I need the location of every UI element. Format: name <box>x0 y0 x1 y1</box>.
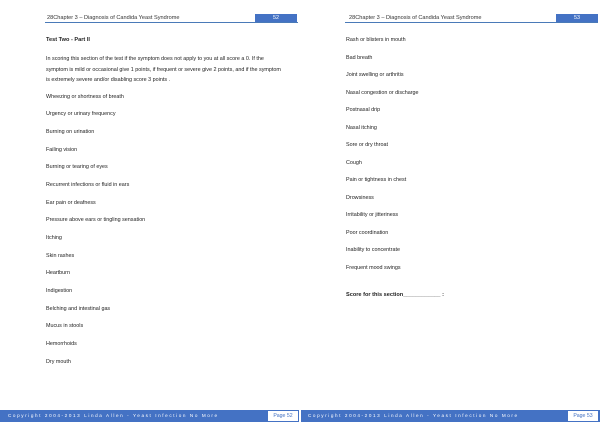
chapter-title: 28Chapter 3 – Diagnosis of Candida Yeast Syndrome <box>47 15 180 21</box>
symptom-item: Hemorrhoids <box>46 341 77 348</box>
symptom-list <box>346 36 586 281</box>
symptom-item: Drowsiness <box>346 194 374 201</box>
symptom-item: Recurrent infections or fluid in ears <box>46 181 130 188</box>
symptom-item: Frequent mood swings <box>346 264 401 271</box>
symptom-item: Burning on urination <box>46 128 95 135</box>
header-page-number: 52 <box>255 14 297 22</box>
symptom-item: Inability to concentrate <box>346 247 400 253</box>
symptom-item: Irritability or jitteriness <box>346 212 399 218</box>
section-score-label: Score for this section____________ : <box>346 292 444 298</box>
symptom-item: Failing vision <box>46 146 78 153</box>
footer-copyright: Copyright 2004-2013 Linda Allen - Yeast Infection No More <box>8 413 219 418</box>
header-rule <box>45 22 298 23</box>
chapter-title: 28Chapter 3 – Diagnosis of Candida Yeast Syndrome <box>349 15 482 21</box>
footer-page-number: Page 53 <box>568 411 598 421</box>
symptom-item: Mucus in stools <box>46 323 84 330</box>
symptom-item: Cough <box>346 159 362 166</box>
footer-copyright: Copyright 2004-2013 Linda Allen - Yeast Infection No More <box>308 413 519 418</box>
symptom-item: Indigestion <box>46 288 73 295</box>
symptom-item: Postnasal drip <box>346 107 381 113</box>
symptom-item: Wheezing or shortness of breath <box>46 93 124 100</box>
symptom-item: Dry mouth <box>46 358 71 365</box>
instructions-paragraph: In scoring this section of the test if the symptom does not apply to you at all score a 0. If the symptom is mild or occasional give 1 points, if frequent or severe give 2 points, and if the symptom is extremely severe and/or disabling score 3 points . <box>46 56 281 83</box>
page-header <box>0 14 300 24</box>
page-header <box>300 14 600 24</box>
symptom-item: Skin rashes <box>46 252 75 259</box>
right-page <box>300 0 600 424</box>
page-footer <box>0 410 300 422</box>
footer-page-number: Page 52 <box>268 411 298 421</box>
page-footer <box>300 410 600 422</box>
page-divider <box>299 410 301 422</box>
symptom-list <box>46 93 286 376</box>
symptom-item: Ear pain or deafness <box>46 199 96 206</box>
symptom-item: Urgency or urinary frequency <box>46 111 116 118</box>
header-page-number: 53 <box>556 14 598 22</box>
symptom-item: Bad breath <box>346 54 373 61</box>
symptom-item: Burning or tearing of eyes <box>46 164 108 171</box>
symptom-item: Poor coordination <box>346 229 389 236</box>
symptom-item: Pain or tightness in chest <box>346 177 407 183</box>
symptom-item: Nasal itching <box>346 124 377 131</box>
header-rule <box>345 22 598 23</box>
symptom-item: Pressure above ears or tingling sensation <box>46 217 146 224</box>
symptom-item: Rash or blisters in mouth <box>346 37 406 43</box>
page-content <box>346 36 586 299</box>
symptom-item: Belching and intestinal gas <box>46 305 111 312</box>
symptom-item: Joint swelling or arthritis <box>346 72 404 78</box>
symptom-item: Sore or dry throat <box>346 142 388 148</box>
symptom-item: Heartburn <box>46 270 70 277</box>
section-heading: Test Two - Part II <box>46 37 90 43</box>
page-content <box>46 36 286 376</box>
symptom-item: Nasal congestion or discharge <box>346 89 419 96</box>
symptom-item: Itching <box>46 235 62 241</box>
